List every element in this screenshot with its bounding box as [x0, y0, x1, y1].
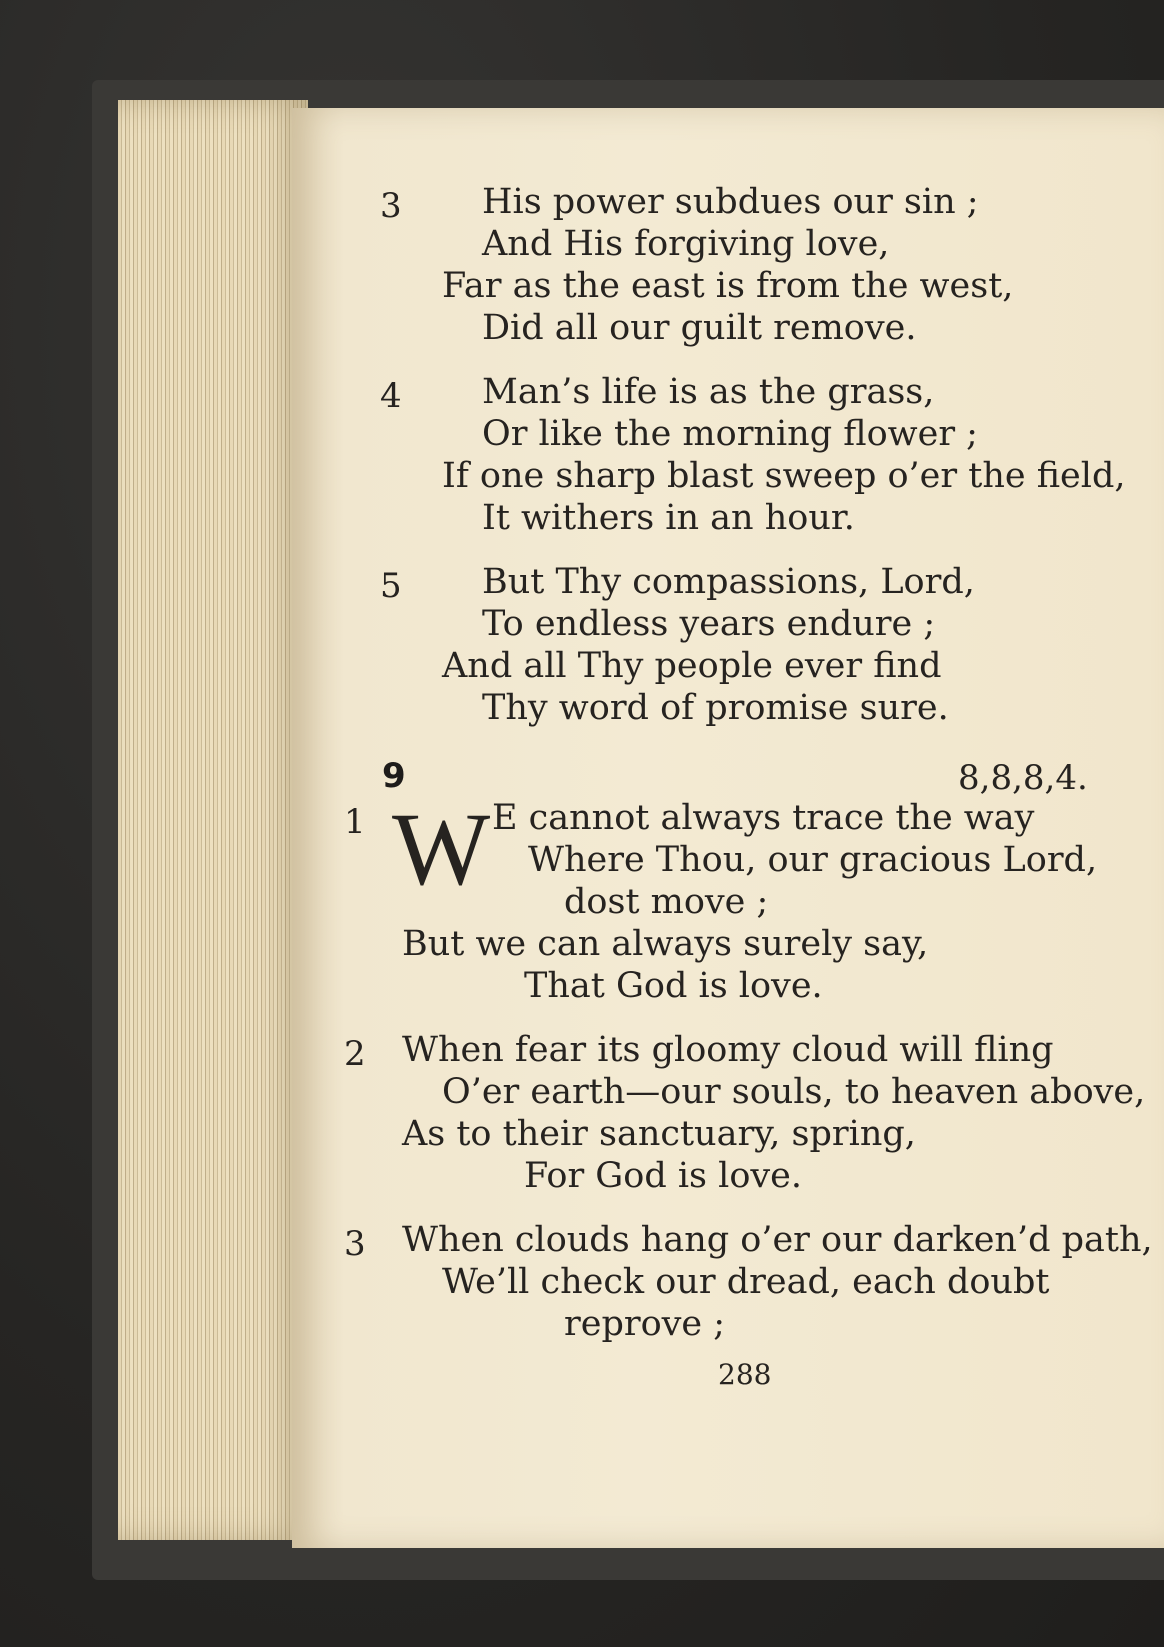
verse-line: To endless years endure ;	[482, 604, 936, 644]
verse-line: We’ll check our dread, each doubt	[442, 1262, 1050, 1302]
verse-line: O’er earth—our souls, to heaven above,	[442, 1072, 1146, 1112]
verse-line: Thy word of promise sure.	[482, 688, 949, 728]
verse-line: dost move ;	[564, 882, 769, 922]
verse-number: 4	[380, 376, 402, 416]
verse-line: For God is love.	[524, 1156, 803, 1196]
page-number: 288	[718, 1358, 772, 1391]
verse-line: reprove ;	[564, 1304, 726, 1344]
hymn-meter: 8,8,8,4.	[958, 758, 1088, 798]
verse-line: E cannot always trace the way	[492, 798, 1035, 838]
verse-line: Or like the morning flower ;	[482, 414, 978, 454]
verse-line: But we can always surely say,	[402, 924, 929, 964]
verse-number: 2	[344, 1034, 366, 1074]
verse-line: That God is love.	[524, 966, 823, 1006]
verse-line: Did all our guilt remove.	[482, 308, 917, 348]
verse-line: And His forgiving love,	[482, 224, 890, 264]
verse-line: And all Thy people ever find	[442, 646, 942, 686]
verse-line: When clouds hang o’er our darken’d path,	[402, 1220, 1153, 1260]
book-page	[292, 108, 1164, 1548]
verse-number: 5	[380, 566, 402, 606]
verse-line: When fear its gloomy cloud will fling	[402, 1030, 1054, 1070]
verse-line: If one sharp blast sweep o’er the field,	[442, 456, 1126, 496]
page-edges	[118, 100, 308, 1540]
verse-number: 3	[380, 186, 402, 226]
verse-line: Far as the east is from the west,	[442, 266, 1014, 306]
verse-line: His power subdues our sin ;	[482, 182, 979, 222]
verse-line: Where Thou, our gracious Lord,	[528, 840, 1098, 880]
drop-cap: W	[392, 792, 491, 907]
verse-line: But Thy compassions, Lord,	[482, 562, 975, 602]
verse-line: As to their sanctuary, spring,	[402, 1114, 916, 1154]
verse-line: Man’s life is as the grass,	[482, 372, 935, 412]
verse-number: 1	[344, 802, 366, 842]
verse-line: It withers in an hour.	[482, 498, 855, 538]
hymn-number: 9	[382, 756, 406, 796]
verse-number: 3	[344, 1224, 366, 1264]
